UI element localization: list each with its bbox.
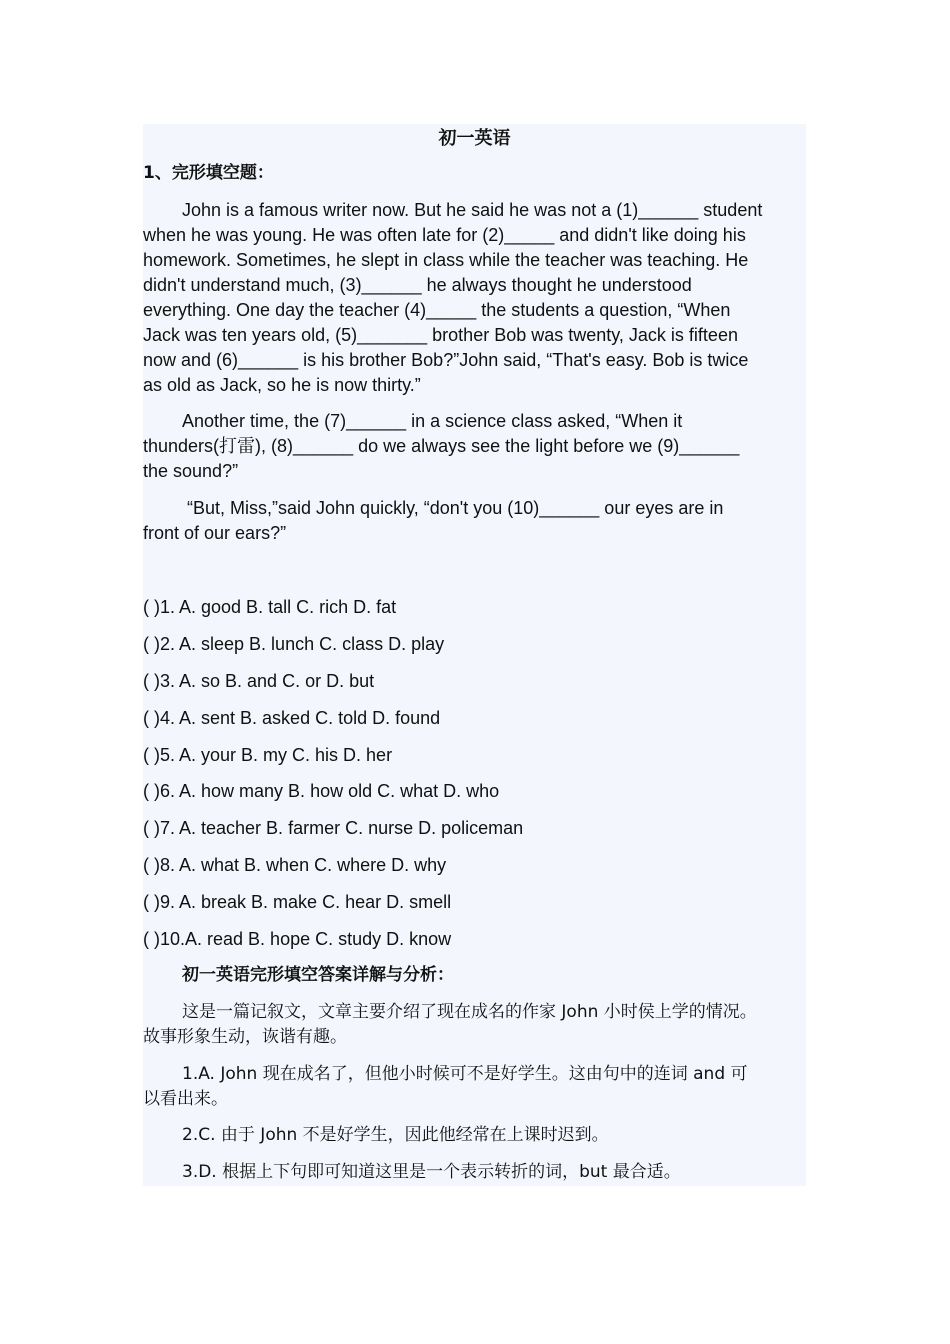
analysis-line: 1.A. John 现在成名了，但他小时候可不是好学生。这由句中的连词 and 可	[182, 1064, 748, 1084]
option-line: ( )5. A. your B. my C. his D. her	[143, 745, 393, 765]
analysis-line: 3.D. 根据上下句即可知道这里是一个表示转折的词，but 最合适。	[182, 1162, 681, 1182]
passage-line: Jack was ten years old, (5)_______ brother Bob was twenty, Jack is fifteen	[143, 325, 738, 345]
analysis-line: 这是一篇记叙文，文章主要介绍了现在成名的作家 John 小时侯上学的情况。	[182, 1002, 757, 1022]
option-line: ( )10.A. read B. hope C. study D. know	[143, 929, 452, 949]
option-line: ( )1. A. good B. tall C. rich D. fat	[143, 597, 397, 617]
option-line: ( )9. A. break B. make C. hear D. smell	[143, 892, 452, 912]
option-line: ( )7. A. teacher B. farmer C. nurse D. policeman	[143, 818, 524, 838]
passage-line: Another time, the (7)______ in a science class asked, “When it	[182, 411, 683, 431]
analysis-line: 以看出来。	[143, 1089, 228, 1109]
passage-line: “But, Miss,”said John quickly, “don't you (10)______ our eyes are in	[187, 498, 724, 518]
passage-line: now and (6)______ is his brother Bob?”John said, “That's easy. Bob is twice	[143, 350, 749, 370]
option-line: ( )6. A. how many B. how old C. what D. who	[143, 781, 500, 801]
passage-line: homework. Sometimes, he slept in class while the teacher was teaching. He	[143, 250, 749, 270]
option-line: ( )3. A. so B. and C. or D. but	[143, 671, 375, 691]
section-heading: 1、完形填空题：	[143, 163, 274, 183]
analysis-line: 故事形象生动，诙谐有趣。	[143, 1027, 347, 1047]
option-line: ( )4. A. sent B. asked C. told D. found	[143, 708, 441, 728]
passage-line: everything. One day the teacher (4)_____ the students a question, “When	[143, 300, 731, 320]
passage-line: as old as Jack, so he is now thirty.”	[143, 375, 421, 395]
option-line: ( )8. A. what B. when C. where D. why	[143, 855, 447, 875]
passage-line: didn't understand much, (3)______ he always thought he understood	[143, 275, 692, 295]
passage-line: thunders(打雷), (8)______ do we always see the light before we (9)______	[143, 436, 740, 456]
passage-line: the sound?”	[143, 461, 239, 481]
document-page	[143, 124, 806, 1186]
passage-line: John is a famous writer now. But he said he was not a (1)______ student	[182, 200, 763, 220]
passage-line: when he was young. He was often late for (2)_____ and didn't like doing his	[143, 225, 746, 245]
analysis-line: 2.C. 由于 John 不是好学生，因此他经常在上课时迟到。	[182, 1125, 609, 1145]
page-title: 初一英语	[438, 128, 511, 149]
passage-line: front of our ears?”	[143, 523, 287, 543]
option-line: ( )2. A. sleep B. lunch C. class D. play	[143, 634, 445, 654]
analysis-heading: 初一英语完形填空答案详解与分析：	[182, 965, 454, 985]
